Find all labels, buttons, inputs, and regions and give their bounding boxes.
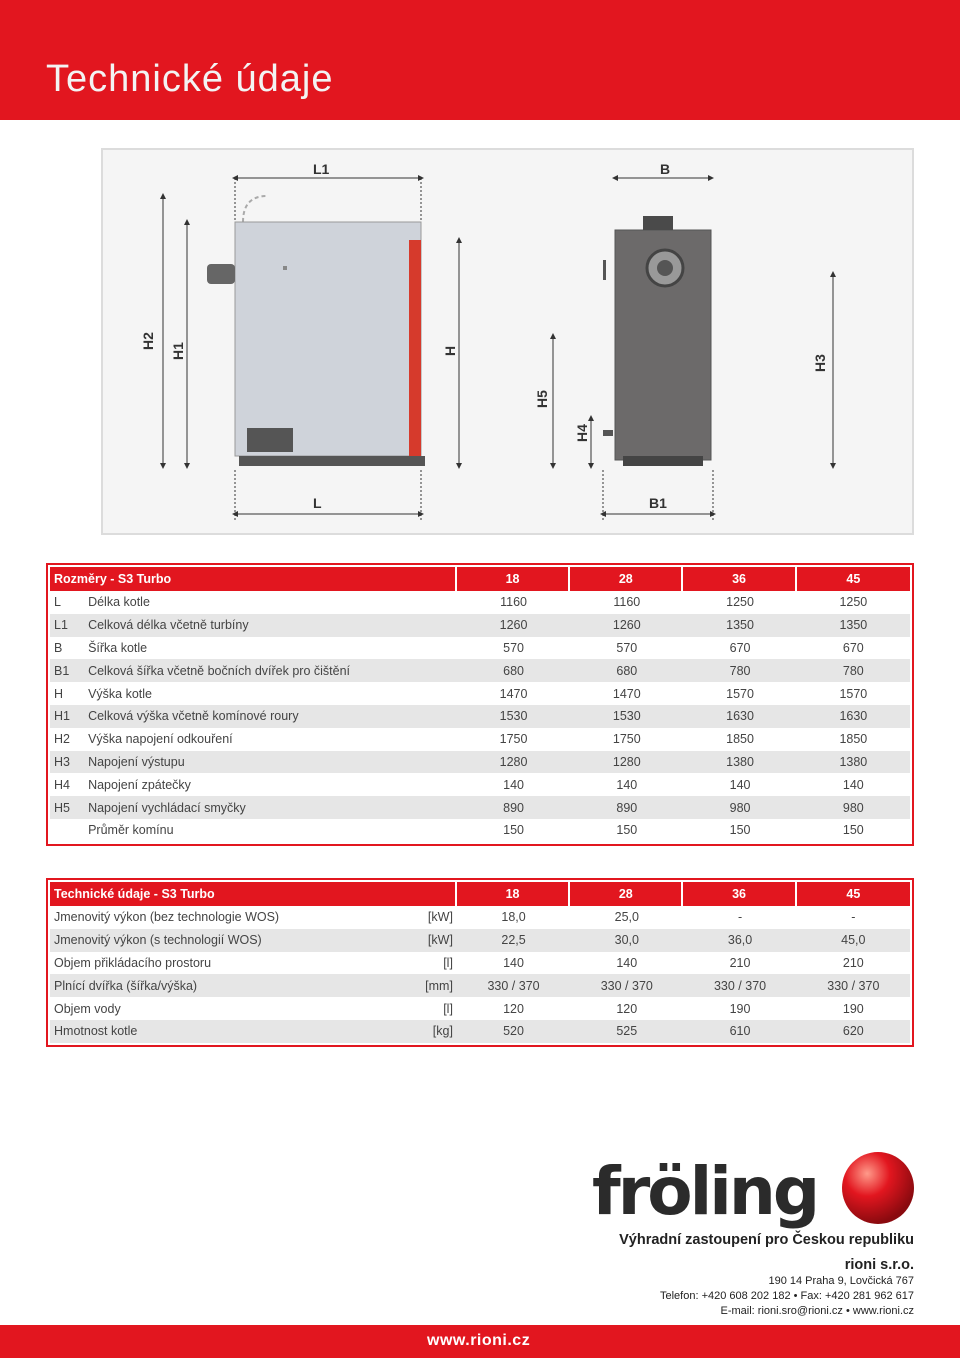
company-address: 190 14 Praha 9, Lovčická 767 [768,1275,914,1287]
row-label: Výška kotle [88,686,152,701]
row-value: 36,0 [683,929,796,952]
header-bar [0,0,960,120]
table-row [50,728,910,751]
row-value: 1380 [797,751,910,774]
row-value: 890 [570,796,683,819]
row-value: 1350 [797,614,910,637]
row-value: 1160 [613,595,641,610]
table-row [50,997,910,1020]
table-row [50,906,910,929]
row-value: 980 [797,796,910,819]
row-value: 1850 [726,732,754,747]
row-unit: [l] [443,955,453,970]
row-value: 150 [842,823,864,838]
row-value: 210 [842,955,864,970]
row-value: 1470 [612,686,641,701]
row-value: 670 [842,640,864,655]
row-value: 190 [842,1001,864,1016]
row-code: H3 [50,751,86,774]
table-row [50,751,910,774]
row-value: 1570 [839,686,868,701]
table-row [50,952,910,975]
row-code [50,819,86,842]
row-value: 1250 [726,595,754,610]
table-row [50,929,910,952]
company-name: rioni s.r.o. [844,1257,914,1273]
row-value: 1530 [457,705,570,728]
row-unit: [mm] [411,974,457,997]
row-value: 670 [729,640,751,655]
row-value: 890 [457,796,570,819]
dimensions-header-row [50,567,910,591]
row-value: 780 [797,659,910,682]
row-value: 1750 [612,732,641,747]
row-value: 330 / 370 [570,974,683,997]
row-label: Průměr komínu [88,823,174,838]
table-row [50,659,910,682]
row-value: 140 [616,777,638,792]
row-value: 120 [616,1001,638,1016]
row-value: 330 / 370 [797,974,910,997]
table-row [50,682,910,705]
row-value: 140 [842,777,864,792]
row-value: 570 [616,640,638,655]
label-H3: H3 [812,354,828,372]
label-L: L [313,495,322,511]
tech-table-box [46,878,914,1047]
row-value: 1260 [457,614,570,637]
row-value: 140 [729,777,751,792]
company-email: E-mail: rioni.sro@rioni.cz • www.rioni.cz [720,1305,914,1317]
row-value: 780 [683,659,796,682]
row-value: 1530 [570,705,683,728]
column-header: 36 [683,567,796,591]
table-row [50,705,910,728]
row-value: 620 [797,1020,910,1043]
row-value: 140 [503,777,524,792]
row-label: Celková délka včetně turbíny [86,614,457,637]
row-label: Plnící dvířka (šířka/výška) [50,974,411,997]
row-label: Jmenovitý výkon (s technologií WOS) [50,929,411,952]
dimensions-table-title: Rozměry - S3 Turbo [50,567,457,591]
table-row [50,974,910,997]
dimensions-table-box [46,563,914,846]
row-value: 210 [729,955,751,970]
row-label: Hmotnost kotle [50,1020,411,1043]
table-row [50,591,910,614]
row-code: H4 [54,777,70,792]
column-header: 45 [797,567,910,591]
label-H1: H1 [170,342,186,360]
row-value: 330 / 370 [457,974,570,997]
row-value: 1750 [499,732,528,747]
row-value: 150 [503,823,524,838]
row-code: L1 [50,614,86,637]
row-value: 18,0 [501,910,526,925]
row-value: 680 [457,659,570,682]
row-value: 1630 [797,705,910,728]
side-view-boiler [207,196,425,466]
footer-url[interactable]: www.rioni.cz [427,1332,531,1349]
row-value: - [737,910,743,925]
row-value: 1350 [683,614,796,637]
table-row [50,819,910,842]
row-value: 140 [616,955,638,970]
boiler-dimension-drawing [101,148,914,535]
froling-logo [592,1152,914,1235]
row-code: H1 [50,705,86,728]
row-label: Napojení výstupu [86,751,457,774]
logo-wordmark: fröling [592,1153,818,1230]
row-value: 1850 [839,732,868,747]
row-value: 570 [503,640,524,655]
table-row [50,1020,910,1043]
row-unit: [l] [443,1001,453,1016]
table-row [50,614,910,637]
row-value: 1280 [457,751,570,774]
row-value: 30,0 [570,929,683,952]
column-header: 18 [457,882,570,906]
row-unit: [kW] [427,910,453,925]
row-label: Celková výška včetně komínové roury [86,705,457,728]
row-value: 520 [457,1020,570,1043]
tech-table-title: Technické údaje - S3 Turbo [50,882,457,906]
row-value: 610 [683,1020,796,1043]
tagline: Výhradní zastoupení pro Českou republiku [619,1232,914,1248]
row-value: 980 [683,796,796,819]
row-value: 1630 [683,705,796,728]
table-row [50,796,910,819]
row-value: 140 [503,955,524,970]
row-label: Šířka kotle [88,640,148,655]
row-value: 1280 [570,751,683,774]
row-label: Objem přikládacího prostoru [54,955,212,970]
column-header: 36 [683,882,796,906]
row-label: Celková šířka včetně bočních dvířek pro čištění [86,659,457,682]
row-unit: [kg] [411,1020,457,1043]
tech-header-row [50,882,910,906]
row-value: - [851,910,856,925]
row-value: 1380 [683,751,796,774]
table-row [50,637,910,660]
row-value: 150 [729,823,751,838]
logo-ball-icon [842,1152,914,1224]
row-code: B1 [50,659,86,682]
label-B1: B1 [649,495,667,511]
row-value: 1570 [726,686,754,701]
row-code: H [54,686,64,701]
label-H2: H2 [140,332,156,350]
row-label: Napojení zpátečky [88,777,191,792]
label-B: B [660,161,671,177]
row-value: 1160 [500,595,527,610]
label-H4: H4 [574,424,590,442]
row-value: 190 [729,1001,751,1016]
row-value: 22,5 [457,929,570,952]
column-header: 28 [570,567,683,591]
label-H5: H5 [534,390,550,408]
table-row [50,773,910,796]
page-title: Technické údaje [46,58,334,100]
row-value: 330 / 370 [683,974,796,997]
label-H: H [442,345,458,356]
drawing-svg [103,150,916,537]
row-code: H5 [50,796,86,819]
row-value: 150 [616,823,638,838]
row-label: Objem vody [54,1001,121,1016]
row-label: Délka kotle [88,595,150,610]
row-unit: [kW] [411,929,457,952]
row-label: Výška napojení odkouření [88,732,233,747]
dimensions-table [50,567,910,842]
footer-bar [0,1325,960,1358]
row-value: 120 [503,1001,524,1016]
row-code: H2 [54,732,70,747]
row-value: 1470 [499,686,528,701]
row-code: B [54,640,63,655]
front-view-boiler [603,216,711,466]
company-phone: Telefon: +420 608 202 182 • Fax: +420 281 962 617 [659,1290,914,1302]
label-L1: L1 [313,161,330,177]
row-value: 1260 [570,614,683,637]
row-label: Napojení vychládací smyčky [86,796,457,819]
column-header: 28 [570,882,683,906]
row-value: 25,0 [614,910,639,925]
column-header: 18 [457,567,570,591]
tech-table [50,882,910,1043]
row-value: 1250 [839,595,868,610]
row-value: 680 [570,659,683,682]
row-code: L [54,595,61,610]
column-header: 45 [797,882,910,906]
row-label: Jmenovitý výkon (bez technologie WOS) [54,910,280,925]
row-value: 525 [570,1020,683,1043]
row-value: 45,0 [797,929,910,952]
